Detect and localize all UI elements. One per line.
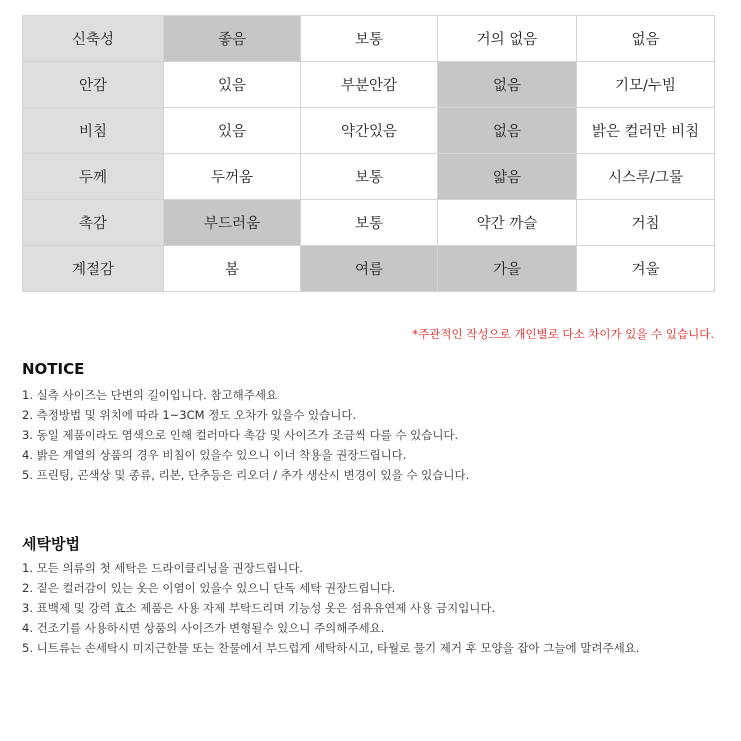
notice-item: 5. 프린팅, 곤색상 및 종류, 리본, 단추등은 리오더 / 추가 생산시 변경이 있을 수 있습니다.: [22, 468, 470, 482]
fabric-option-cell: 밝은 컬러만 비침: [577, 108, 715, 154]
fabric-option-cell: 겨울: [577, 246, 715, 292]
fabric-option-cell: 있음: [164, 62, 301, 108]
fabric-row-label: 비침: [23, 108, 164, 154]
fabric-option-cell: 가을: [438, 246, 577, 292]
notice-title: NOTICE: [22, 360, 85, 378]
fabric-row-label: 두께: [23, 154, 164, 200]
washing-list: [22, 558, 639, 658]
fabric-option-cell: 거침: [577, 200, 715, 246]
fabric-row: [23, 16, 715, 62]
fabric-row-label: 신축성: [23, 16, 164, 62]
fabric-option-cell: 보통: [301, 16, 438, 62]
notice-item: 2. 측정방법 및 위치에 따라 1~3CM 정도 오차가 있을수 있습니다.: [22, 408, 357, 422]
washing-item: 2. 짙은 컬러감이 있는 옷은 이염이 있을수 있으니 단독 세탁 권장드립니다.: [22, 581, 396, 595]
fabric-option-cell: 봄: [164, 246, 301, 292]
fabric-row: [23, 200, 715, 246]
fabric-option-cell: 약간있음: [301, 108, 438, 154]
fabric-option-cell: 부분안감: [301, 62, 438, 108]
fabric-option-cell: 시스루/그물: [577, 154, 715, 200]
washing-item: 3. 표백제 및 강력 효소 제품은 사용 자제 부탁드리며 기능성 옷은 섬유유연제 사용 금지입니다.: [22, 601, 496, 615]
subjective-note: *주관적인 작성으로 개인별로 다소 차이가 있을 수 있습니다.: [412, 327, 714, 341]
fabric-option-cell: 없음: [438, 62, 577, 108]
notice-item: 4. 밝은 계열의 상품의 경우 비침이 있을수 있으니 이너 착용을 권장드립니다.: [22, 448, 407, 462]
fabric-row-label: 안감: [23, 62, 164, 108]
fabric-option-cell: 얇음: [438, 154, 577, 200]
fabric-option-cell: 없음: [438, 108, 577, 154]
fabric-option-cell: 부드러움: [164, 200, 301, 246]
notice-list: [22, 385, 469, 485]
fabric-row: [23, 108, 715, 154]
fabric-option-cell: 여름: [301, 246, 438, 292]
fabric-row-label: 촉감: [23, 200, 164, 246]
fabric-row: [23, 62, 715, 108]
fabric-option-cell: 없음: [577, 16, 715, 62]
fabric-option-cell: 좋음: [164, 16, 301, 62]
fabric-row: [23, 154, 715, 200]
fabric-option-cell: 기모/누빔: [577, 62, 715, 108]
washing-item: 1. 모든 의류의 첫 세탁은 드라이클리닝을 권장드립니다.: [22, 561, 303, 575]
washing-item: 5. 니트류는 손세탁시 미지근한물 또는 찬물에서 부드럽게 세탁하시고, 타월로 물기 제거 후 모양을 잡아 그늘에 말려주세요.: [22, 641, 640, 655]
notice-item: 1. 실측 사이즈는 단변의 길이입니다. 참고해주세요: [22, 388, 278, 402]
washing-title: 세탁방법: [22, 535, 80, 553]
notice-item: 3. 동일 제품이라도 염색으로 인해 컬러마다 촉감 및 사이즈가 조금씩 다를 수 있습니다.: [22, 428, 459, 442]
fabric-row-label: 계절감: [23, 246, 164, 292]
fabric-option-cell: 두꺼움: [164, 154, 301, 200]
fabric-row: [23, 246, 715, 292]
fabric-option-cell: 보통: [301, 154, 438, 200]
fabric-option-cell: 보통: [301, 200, 438, 246]
washing-item: 4. 건조기를 사용하시면 상품의 사이즈가 변형될수 있으니 주의해주세요.: [22, 621, 385, 635]
fabric-option-cell: 있음: [164, 108, 301, 154]
fabric-option-cell: 약간 까슬: [438, 200, 577, 246]
fabric-option-cell: 거의 없음: [438, 16, 577, 62]
fabric-info-table: [22, 15, 715, 292]
